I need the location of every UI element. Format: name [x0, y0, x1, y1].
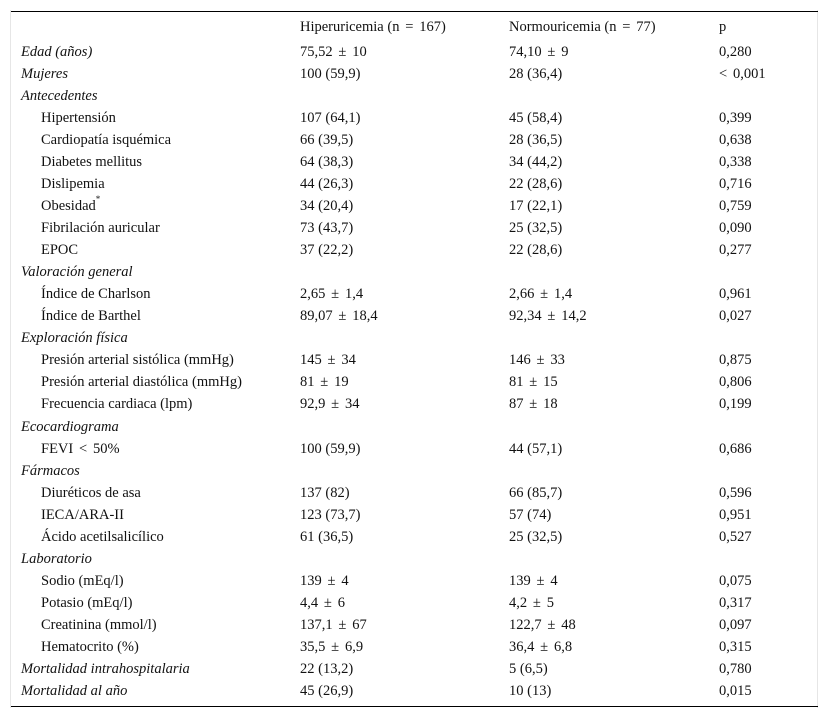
- hiperuricemia-value: 37 (22,2): [300, 242, 354, 259]
- table-section-row: [0, 85, 829, 107]
- p-value: 0,027: [719, 308, 752, 325]
- table-row: [0, 614, 829, 636]
- row-label-text: Ácido acetilsalicílico: [41, 528, 164, 545]
- row-label-text: Frecuencia cardiaca (lpm): [41, 396, 193, 413]
- normouricemia-value: 139 ± 4: [509, 572, 558, 589]
- hiperuricemia-value: 100 (59,9): [300, 440, 361, 457]
- row-label-text: FEVI < 50%: [41, 440, 120, 457]
- row-label-text: Antecedentes: [21, 88, 98, 105]
- row-label: [41, 349, 234, 371]
- row-label-text: Edad (años): [21, 44, 93, 60]
- normouricemia-value: 87 ± 18: [509, 396, 558, 413]
- row-label-text: IECA/ARA-II: [41, 506, 124, 523]
- row-label: [41, 283, 151, 305]
- table-row: [0, 283, 829, 305]
- row-label: [21, 85, 98, 107]
- header-hiperuricemia: Hiperuricemia (n = 167): [300, 19, 446, 35]
- table-bottom-rule: [11, 706, 818, 707]
- row-label-text: Hematocrito (%): [41, 638, 139, 655]
- hiperuricemia-value: 2,65 ± 1,4: [300, 286, 364, 303]
- normouricemia-value: 57 (74): [509, 506, 552, 523]
- p-value: 0,780: [719, 660, 752, 677]
- normouricemia-value: 17 (22,1): [509, 198, 563, 215]
- row-label: [41, 129, 171, 151]
- p-value: 0,716: [719, 176, 752, 193]
- table-section-row: [0, 548, 829, 570]
- p-value: 0,961: [719, 286, 752, 303]
- row-label: [41, 305, 141, 327]
- row-label-text: Mortalidad intrahospitalaria: [21, 660, 190, 677]
- table-row: [0, 526, 829, 548]
- table-section-row: [0, 416, 829, 438]
- table-top-rule: [11, 11, 818, 12]
- table-section-row: [0, 658, 829, 680]
- header-normouricemia: Normouricemia (n = 77): [509, 19, 656, 35]
- table-section-row: [0, 680, 829, 702]
- row-label: [21, 460, 80, 482]
- hiperuricemia-value: 92,9 ± 34: [300, 396, 360, 413]
- table-section-row: [0, 261, 829, 283]
- p-value: 0,951: [719, 506, 752, 523]
- row-label-text: Mortalidad al año: [21, 682, 128, 699]
- hiperuricemia-value: 139 ± 4: [300, 572, 349, 589]
- row-label: [21, 327, 128, 349]
- normouricemia-value: 36,4 ± 6,8: [509, 638, 573, 655]
- table-row: [0, 482, 829, 504]
- row-label: [21, 41, 92, 63]
- row-label: [41, 239, 78, 261]
- table-row: [0, 195, 829, 217]
- table-row: [0, 129, 829, 151]
- p-value: 0,686: [719, 440, 752, 457]
- row-label-text: Potasio (mEq/l): [41, 594, 133, 611]
- row-label: [41, 504, 124, 526]
- row-label-text: EPOC: [41, 242, 79, 259]
- table-row: [0, 371, 829, 393]
- p-value: 0,806: [719, 374, 752, 391]
- row-label: [41, 636, 139, 658]
- table-row: [0, 305, 829, 327]
- p-value: 0,199: [719, 396, 752, 413]
- hiperuricemia-value: 35,5 ± 6,9: [300, 638, 364, 655]
- p-value: 0,638: [719, 132, 752, 149]
- hiperuricemia-value: 73 (43,7): [300, 220, 354, 237]
- hiperuricemia-value: 137,1 ± 67: [300, 616, 367, 633]
- table-row: [0, 636, 829, 658]
- row-label: [41, 526, 164, 548]
- normouricemia-value: 2,66 ± 1,4: [509, 286, 573, 303]
- row-label-text: Sodio (mEq/l): [41, 572, 124, 589]
- row-label: [41, 438, 120, 460]
- hiperuricemia-value: 145 ± 34: [300, 352, 356, 369]
- header-p: p: [719, 19, 727, 35]
- row-label-text: Presión arterial sistólica (mmHg): [41, 352, 234, 369]
- table-header-row: [0, 16, 829, 38]
- normouricemia-value: 122,7 ± 48: [509, 616, 576, 633]
- row-label: [41, 217, 160, 239]
- row-label: [41, 195, 100, 217]
- normouricemia-value: 28 (36,4): [509, 66, 563, 83]
- p-value: 0,315: [719, 638, 752, 655]
- row-label: [41, 107, 116, 129]
- normouricemia-value: 4,2 ± 5: [509, 594, 554, 611]
- normouricemia-value: 92,34 ± 14,2: [509, 308, 587, 325]
- p-value: 0,090: [719, 220, 752, 237]
- table-row: [0, 239, 829, 261]
- p-value: < 0,001: [719, 66, 766, 83]
- hiperuricemia-value: 4,4 ± 6: [300, 594, 345, 611]
- row-label: [21, 63, 68, 85]
- normouricemia-value: 10 (13): [509, 682, 552, 699]
- row-label: [21, 658, 190, 680]
- normouricemia-value: 45 (58,4): [509, 110, 563, 127]
- row-label-text: Ecocardiograma: [21, 418, 119, 435]
- row-label: [21, 261, 133, 283]
- table-section-row: [0, 460, 829, 482]
- p-value: 0,527: [719, 528, 752, 545]
- row-label: [41, 151, 142, 173]
- hiperuricemia-value: 89,07 ± 18,4: [300, 308, 378, 325]
- table-row: [0, 592, 829, 614]
- table-row: [0, 570, 829, 592]
- hiperuricemia-value: 34 (20,4): [300, 198, 354, 215]
- row-label-text: Cardiopatía isquémica: [41, 132, 172, 149]
- row-label: [41, 393, 192, 415]
- normouricemia-value: 5 (6,5): [509, 660, 548, 677]
- normouricemia-value: 34 (44,2): [509, 154, 563, 171]
- row-label-text: Valoración general: [21, 264, 133, 281]
- hiperuricemia-value: 81 ± 19: [300, 374, 349, 391]
- row-label: [41, 482, 141, 504]
- table-row: [0, 173, 829, 195]
- normouricemia-value: 66 (85,7): [509, 484, 563, 501]
- normouricemia-value: 25 (32,5): [509, 528, 563, 545]
- footnote-marker: *: [95, 194, 101, 205]
- hiperuricemia-value: 75,52 ± 10: [300, 44, 367, 60]
- normouricemia-value: 44 (57,1): [509, 440, 563, 457]
- p-value: 0,317: [719, 594, 752, 611]
- row-label-text: Mujeres: [21, 66, 68, 83]
- normouricemia-value: 22 (28,6): [509, 242, 563, 259]
- hiperuricemia-value: 107 (64,1): [300, 110, 361, 127]
- table-row: [0, 151, 829, 173]
- p-value: 0,759: [719, 198, 752, 215]
- row-label: [41, 371, 242, 393]
- hiperuricemia-value: 64 (38,3): [300, 154, 354, 171]
- normouricemia-value: 74,10 ± 9: [509, 44, 569, 60]
- row-label-text: Laboratorio: [21, 550, 92, 567]
- p-value: 0,875: [719, 352, 752, 369]
- p-value: 0,015: [719, 682, 752, 699]
- p-value: 0,097: [719, 616, 752, 633]
- row-label-text: Índice de Barthel: [41, 308, 141, 325]
- p-value: 0,596: [719, 484, 752, 501]
- row-label-text: Índice de Charlson: [41, 286, 151, 303]
- p-value: 0,075: [719, 572, 752, 589]
- row-label: [41, 173, 105, 195]
- table-row: [0, 393, 829, 415]
- table-section-row: [0, 41, 829, 63]
- row-label: [21, 548, 92, 570]
- hiperuricemia-value: 45 (26,9): [300, 682, 354, 699]
- table-row: [0, 107, 829, 129]
- hiperuricemia-value: 66 (39,5): [300, 132, 354, 149]
- table-section-row: [0, 327, 829, 349]
- row-label-text: Creatinina (mmol/l): [41, 616, 157, 633]
- normouricemia-value: 25 (32,5): [509, 220, 563, 237]
- row-label: [21, 680, 127, 702]
- row-label-text: Exploración física: [21, 330, 128, 347]
- table-row: [0, 349, 829, 371]
- normouricemia-value: 81 ± 15: [509, 374, 558, 391]
- table-row: [0, 504, 829, 526]
- p-value: 0,399: [719, 110, 752, 127]
- row-label: [41, 570, 124, 592]
- hiperuricemia-value: 22 (13,2): [300, 660, 354, 677]
- row-label-text: Presión arterial diastólica (mmHg): [41, 374, 242, 391]
- table-row: [0, 217, 829, 239]
- row-label-text: Obesidad: [41, 198, 96, 215]
- row-label-text: Fármacos: [21, 462, 80, 479]
- p-value: 0,280: [719, 44, 752, 60]
- row-label: [41, 614, 157, 636]
- table-row: [0, 438, 829, 460]
- row-label-text: Dislipemia: [41, 176, 105, 193]
- p-value: 0,338: [719, 154, 752, 171]
- hiperuricemia-value: 61 (36,5): [300, 528, 354, 545]
- row-label-text: Diuréticos de asa: [41, 484, 141, 501]
- hiperuricemia-value: 44 (26,3): [300, 176, 354, 193]
- row-label: [21, 416, 119, 438]
- row-label-text: Diabetes mellitus: [41, 154, 143, 171]
- row-label-text: Fibrilación auricular: [41, 220, 160, 237]
- hiperuricemia-value: 137 (82): [300, 484, 350, 501]
- row-label: [41, 592, 132, 614]
- row-label-text: Hipertensión: [41, 110, 116, 127]
- table-section-row: [0, 63, 829, 85]
- normouricemia-value: 28 (36,5): [509, 132, 563, 149]
- normouricemia-value: 22 (28,6): [509, 176, 563, 193]
- hiperuricemia-value: 100 (59,9): [300, 66, 361, 83]
- hiperuricemia-value: 123 (73,7): [300, 506, 361, 523]
- normouricemia-value: 146 ± 33: [509, 352, 565, 369]
- p-value: 0,277: [719, 242, 752, 259]
